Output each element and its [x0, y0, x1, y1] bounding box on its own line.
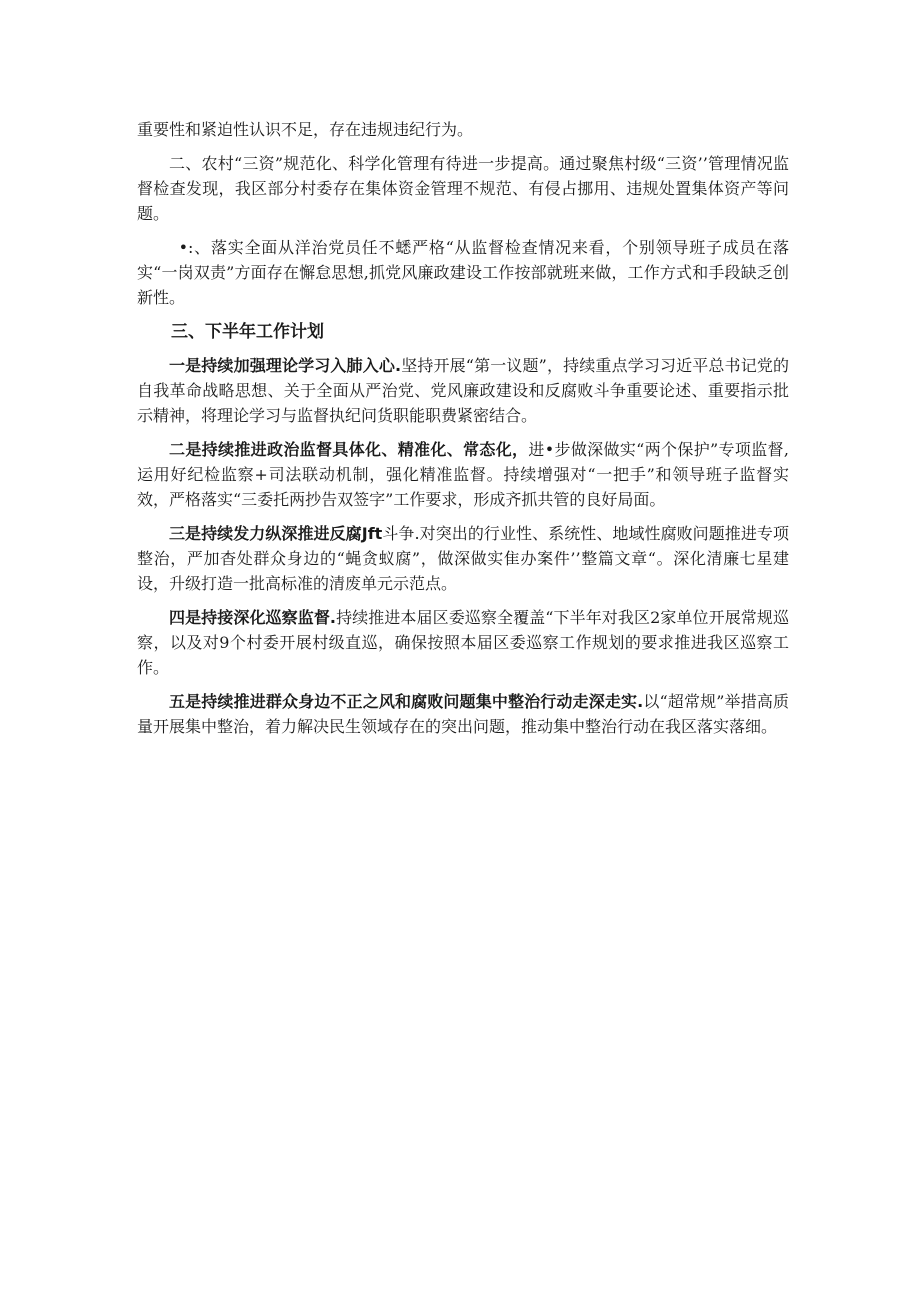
document-page [137, 117, 789, 748]
plan-item-three [137, 521, 789, 596]
section-heading-work-plan: 三、下半年工作计划 [171, 322, 324, 342]
plan-item-body: 以“超常规”举措高质量开展集中整治，着力解决民生领域存在的突出问题，推动集中整治行动在我区落实落细。 [137, 692, 789, 736]
plan-item-body: 斗争.对突出的行业性、系统性、地域性腐败问题推进专项整治，严加杳处群众身边的“蝇贪蚁腐”，做深做实隹办案件’’整篇文章“。深化清廉七星建设，升级打造一批高标准的清废单元示范点。 [137, 524, 789, 593]
plan-item-five [137, 689, 789, 739]
plan-item-lead: 二是持续推进政治监督具体化、精准化、常态化， [169, 440, 529, 459]
paragraph-issue-three: •:、落实全面从洋治党员任不蟋严格“从监督检查情况来看，个别领导班子成员在落实“一岗双责”方面存在懈怠思想,抓党风廉政建设工作按部就班来做，工作方式和手段缺乏创新性。 [137, 238, 789, 307]
paragraph-intro-tail: 重要性和紧迫性认识不足，存在违规违纪行为。 [137, 120, 474, 139]
plan-item-body: 进•步做深做实“两个保护”专项监督,运用好纪检监察+司法联动机制，强化精准监督。持续增强对“一把手”和领导班子监督实效，严格落实“三委托两抄告双签字”工作要求，形成齐抓共管的良好局面。 [137, 440, 789, 509]
plan-item-one [137, 353, 789, 428]
plan-item-lead: 四是持接深化巡察监督. [169, 608, 336, 627]
plan-item-lead: 三是持续发力纵深推进反腐Jft [169, 524, 383, 543]
paragraph-issue-two: 二、农村“三资”规范化、科学化管理有待进一步提高。通过聚焦村级“三资’’管理情况监督检查发现，我区部分村委存在集体资金管理不规范、有侵占挪用、违规处置集体资产等问题。 [137, 154, 789, 223]
plan-item-two [137, 437, 789, 512]
plan-item-lead: 五是持续推进群众身边不正之风和腐败问题集中整治行动走深走实. [169, 692, 644, 711]
plan-item-four [137, 605, 789, 680]
plan-item-body: 持续推进本届区委巡察全覆盖“下半年对我区2家单位开展常规巡察，以及对9个村委开展村级直巡，确保按照本届区委巡察工作规划的要求推进我区巡察工作。 [137, 608, 789, 677]
plan-item-lead: 一是持续加强理论学习入肺入心. [169, 356, 402, 375]
plan-item-body: 坚持开展“第一议题”，持续重点学习习近平总书记党的自我革命战略思想、关于全面从严治党、党风廉政建设和反腐败斗争重要论述、重要指示批示精神，将理论学习与监督执纪问货职能职费紧密结合。 [137, 356, 789, 425]
